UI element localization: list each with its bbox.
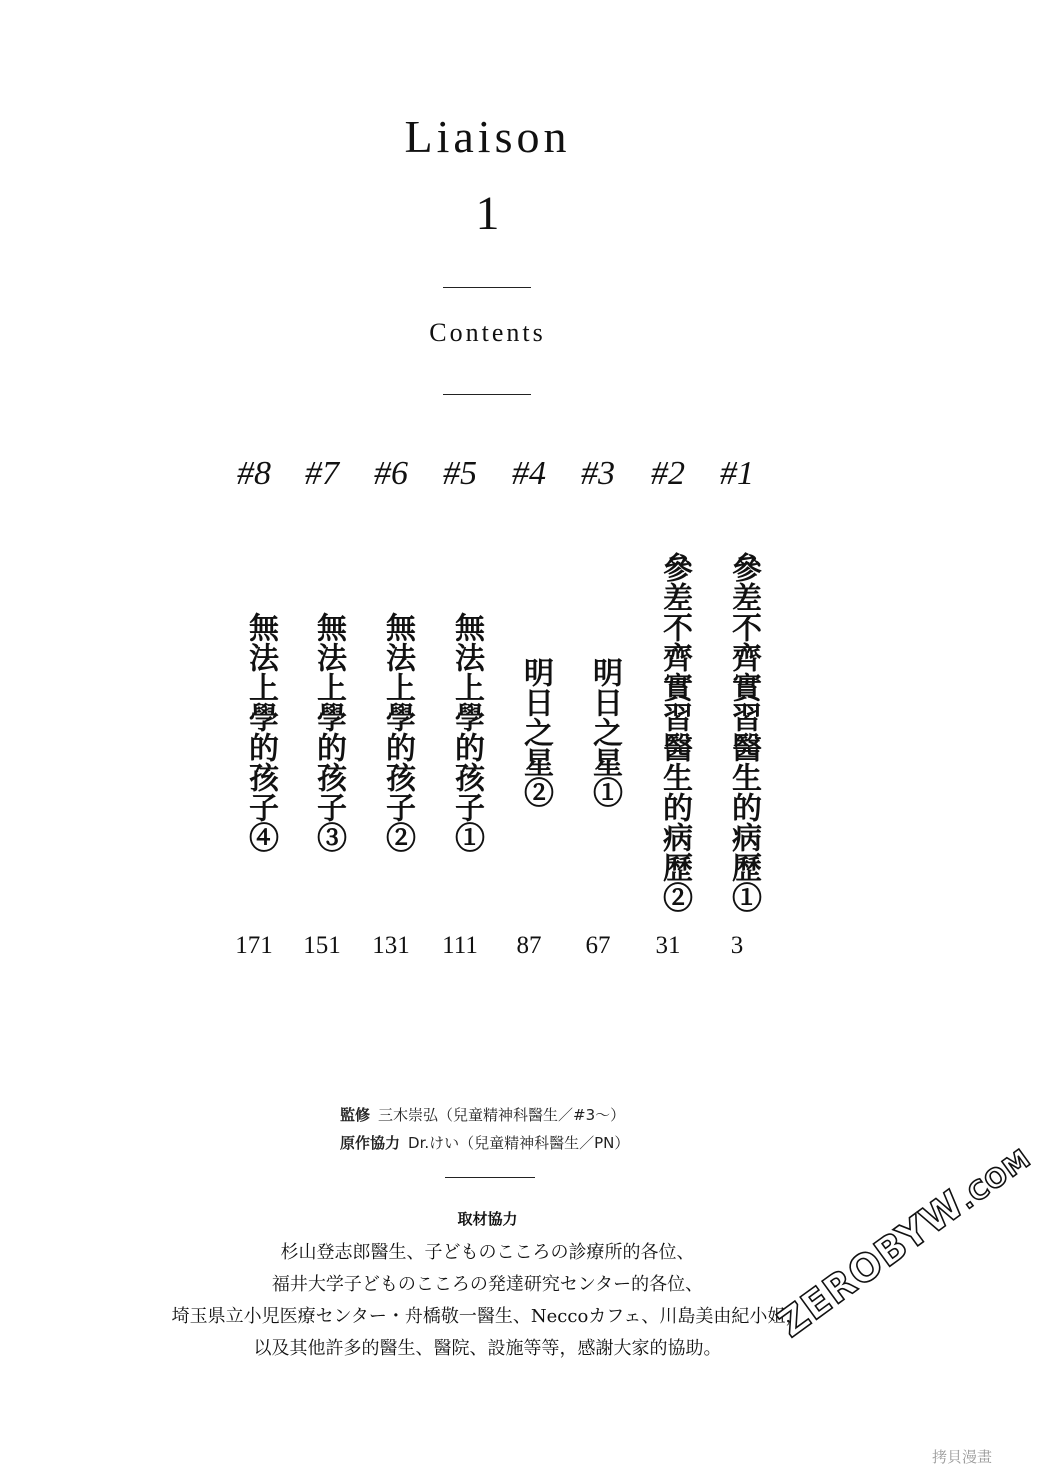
thanks-heading: 取材協力	[457, 1210, 518, 1228]
thanks-line: 埼玉県立小児医療センター・舟橋敬一醫生、Neccoカフェ、川島美由紀小姐，	[171, 1306, 804, 1327]
thanks-line: 杉山登志郎醫生、子どものこころの診療所的各位、	[280, 1242, 695, 1263]
chapter-title: 無法上學的孩子②	[380, 612, 415, 852]
chapter-title: 明日之星①	[587, 657, 622, 807]
contents-heading: Contents	[429, 318, 546, 347]
chapter-3[interactable]	[568, 452, 628, 959]
chapter-title: 參差不齊實習醫生的病歷②	[657, 552, 692, 912]
chapter-number: #7	[305, 455, 339, 492]
chapter-page: 131	[372, 932, 410, 959]
chapter-page: 87	[516, 932, 542, 959]
credit-supervision	[340, 1104, 625, 1125]
chapter-2[interactable]	[638, 452, 698, 959]
chapter-title: 明日之星②	[518, 657, 553, 807]
divider-contents	[443, 394, 531, 395]
watermark-main: ZEROBYW	[770, 1181, 973, 1346]
chapter-7[interactable]	[292, 452, 352, 959]
volume-number: 1	[475, 187, 500, 240]
chapter-number: #1	[720, 455, 754, 492]
chapter-title: 無法上學的孩子④	[243, 612, 278, 852]
chapter-title: 參差不齊實習醫生的病歷①	[726, 552, 761, 912]
credit-value: Dr.けい（兒童精神科醫生／PN）	[408, 1134, 630, 1152]
book-title: Liaison	[404, 111, 571, 162]
chapter-number: #8	[237, 455, 271, 492]
chapter-number: #6	[374, 455, 408, 492]
chapter-page: 3	[730, 932, 744, 959]
watermark-suffix: .COM	[953, 1143, 1037, 1216]
divider-top	[443, 287, 531, 288]
chapter-title: 無法上學的孩子①	[449, 612, 484, 852]
thanks-line: 以及其他許多的醫生、醫院、設施等等，感謝大家的協助。	[253, 1338, 722, 1359]
chapter-number: #2	[651, 455, 685, 492]
site-mark: 拷貝漫畫	[931, 1448, 992, 1466]
chapter-1[interactable]	[707, 452, 767, 959]
chapter-page: 111	[442, 932, 478, 959]
credit-value: 三木崇弘（兒童精神科醫生／#3〜）	[378, 1106, 626, 1124]
credit-label: 監修	[340, 1106, 371, 1124]
chapter-page: 67	[585, 932, 611, 959]
chapter-5[interactable]	[430, 452, 490, 959]
credit-label: 原作協力	[340, 1134, 401, 1152]
thanks-line: 福井大学子どものこころの発達研究センター的各位、	[271, 1274, 704, 1295]
chapter-page: 151	[303, 932, 341, 959]
chapter-6[interactable]	[361, 452, 421, 959]
divider-credits	[445, 1177, 535, 1178]
chapter-number: #5	[443, 455, 477, 492]
chapter-4[interactable]	[499, 452, 559, 959]
chapter-title: 無法上學的孩子③	[311, 612, 346, 852]
chapter-page: 171	[235, 932, 273, 959]
chapter-page: 31	[655, 932, 681, 959]
credit-cooperation	[340, 1132, 629, 1153]
chapter-8[interactable]	[224, 452, 284, 959]
chapter-number: #4	[512, 455, 546, 492]
chapter-number: #3	[581, 455, 615, 492]
